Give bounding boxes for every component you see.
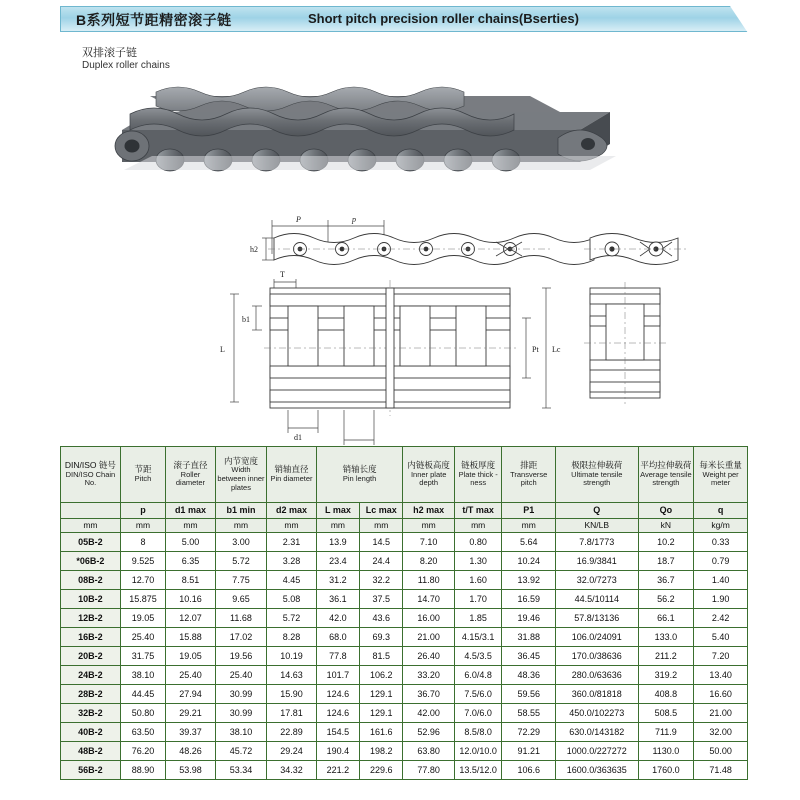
table-cell: 5.72 <box>267 609 317 628</box>
table-cell: 7.75 <box>215 571 267 590</box>
header-cell-average-tensile-strength <box>638 447 694 503</box>
table-cell: 77.8 <box>316 647 359 666</box>
symbol-inner-plate-depth: h2 max <box>403 503 455 519</box>
table-cell: 124.6 <box>316 704 359 723</box>
unit-ultimate-tensile: KN/LB <box>556 519 639 533</box>
table-cell: 106.2 <box>360 666 403 685</box>
symbol-transverse-pitch: P1 <box>502 503 556 519</box>
table-cell: 16.60 <box>694 685 748 704</box>
cell-chain-no: 20B-2 <box>61 647 121 666</box>
header-cell-inner-plate-depth <box>403 447 455 503</box>
header-cell-pin-diameter <box>267 447 317 503</box>
table-cell: 1.90 <box>694 590 748 609</box>
table-cell: 72.29 <box>502 723 556 742</box>
table-cell: 129.1 <box>360 685 403 704</box>
table-cell: 58.55 <box>502 704 556 723</box>
table-cell: 3.00 <box>215 533 267 552</box>
table-cell: 8.51 <box>166 571 216 590</box>
header-en: Ultimate tensile strength <box>571 469 623 488</box>
unit-pin-length-lc: mm <box>360 519 403 533</box>
symbol-pin-length-l: L max <box>316 503 359 519</box>
svg-text:L: L <box>220 345 225 354</box>
cell-chain-no: 56B-2 <box>61 761 121 780</box>
table-cell: 19.05 <box>166 647 216 666</box>
table-cell: 23.4 <box>316 552 359 571</box>
table-cell: 133.0 <box>638 628 694 647</box>
specification-table <box>60 446 748 780</box>
table-cell: 2.31 <box>267 533 317 552</box>
svg-text:Lc: Lc <box>552 345 561 354</box>
cell-chain-no: 24B-2 <box>61 666 121 685</box>
cell-chain-no: 48B-2 <box>61 742 121 761</box>
table-cell: 8 <box>120 533 165 552</box>
table-cell: 280.0/63636 <box>556 666 639 685</box>
table-cell: 711.9 <box>638 723 694 742</box>
table-cell: 129.1 <box>360 704 403 723</box>
header-cn: 排距 <box>520 459 538 470</box>
table-cell: 14.63 <box>267 666 317 685</box>
table-cell: 508.5 <box>638 704 694 723</box>
table-cell: 211.2 <box>638 647 694 666</box>
table-cell: 15.90 <box>267 685 317 704</box>
svg-text:T: T <box>280 270 285 279</box>
header-cn: 极限拉伸载荷 <box>571 459 623 470</box>
table-cell: 53.34 <box>215 761 267 780</box>
header-en: Pin length <box>342 474 377 484</box>
table-cell: 77.80 <box>403 761 455 780</box>
table-body <box>61 533 748 780</box>
header-cn: 滚子直径 <box>173 459 208 470</box>
table-cell: 13.5/12.0 <box>454 761 501 780</box>
table-cell: 13.92 <box>502 571 556 590</box>
table-cell: 32.2 <box>360 571 403 590</box>
table-row <box>61 533 748 552</box>
table-cell: 48.26 <box>166 742 216 761</box>
table-cell: 1760.0 <box>638 761 694 780</box>
table-cell: 16.00 <box>403 609 455 628</box>
svg-text:b1: b1 <box>242 315 250 324</box>
table-cell: 161.6 <box>360 723 403 742</box>
table-cell: 19.05 <box>120 609 165 628</box>
table-cell: 1130.0 <box>638 742 694 761</box>
symbol-average-tensile: Qo <box>638 503 694 519</box>
cell-chain-no: 16B-2 <box>61 628 121 647</box>
header-cn: 每米长重量 <box>699 459 742 470</box>
table-row <box>61 571 748 590</box>
table-cell: 19.46 <box>502 609 556 628</box>
table-cell: 4.45 <box>267 571 317 590</box>
header-en: Inner plate depth <box>410 469 447 488</box>
header-en: Width between inner plates <box>217 465 265 492</box>
table-header-row-symbols <box>61 503 748 519</box>
svg-text:P: P <box>296 215 301 224</box>
header-cn: 销轴长度 <box>342 464 377 475</box>
table-cell: 76.20 <box>120 742 165 761</box>
page-header <box>60 6 748 34</box>
symbol-weight: q <box>694 503 748 519</box>
table-row <box>61 590 748 609</box>
table-cell: 1000.0/227272 <box>556 742 639 761</box>
header-en: Average tensile strength <box>640 469 692 488</box>
table-cell: 52.96 <box>403 723 455 742</box>
table-cell: 106.6 <box>502 761 556 780</box>
table-cell: 50.00 <box>694 742 748 761</box>
unit-chain-no: mm <box>61 519 121 533</box>
header-cn: 链板厚度 <box>461 459 496 470</box>
table-cell: 26.40 <box>403 647 455 666</box>
table-cell: 31.75 <box>120 647 165 666</box>
unit-roller-diameter: mm <box>166 519 216 533</box>
unit-inner-plate-depth: mm <box>403 519 455 533</box>
header-cell-ultimate-tensile-strength <box>556 447 639 503</box>
table-cell: 154.5 <box>316 723 359 742</box>
table-cell: 21.00 <box>694 704 748 723</box>
header-cn: DIN/ISO 链号 <box>64 459 116 470</box>
table-cell: 21.00 <box>403 628 455 647</box>
table-cell: 5.40 <box>694 628 748 647</box>
symbol-inner-width: b1 min <box>215 503 267 519</box>
table-cell: 14.5 <box>360 533 403 552</box>
table-cell: 101.7 <box>316 666 359 685</box>
symbol-chain-no <box>61 503 121 519</box>
table-row <box>61 666 748 685</box>
table-cell: 15.88 <box>166 628 216 647</box>
unit-average-tensile: kN <box>638 519 694 533</box>
table-cell: 7.8/1773 <box>556 533 639 552</box>
illustration-area <box>60 78 750 442</box>
table-cell: 57.8/13136 <box>556 609 639 628</box>
table-cell: 5.08 <box>267 590 317 609</box>
unit-plate-thickness: mm <box>454 519 501 533</box>
table-cell: 81.5 <box>360 647 403 666</box>
svg-text:p: p <box>352 215 356 224</box>
table-cell: 12.70 <box>120 571 165 590</box>
table-cell: 1.60 <box>454 571 501 590</box>
table-cell: 29.21 <box>166 704 216 723</box>
cell-chain-no: 10B-2 <box>61 590 121 609</box>
header-cn: 节距 <box>134 464 152 475</box>
table-cell: 221.2 <box>316 761 359 780</box>
table-cell: 56.2 <box>638 590 694 609</box>
table-cell: 66.1 <box>638 609 694 628</box>
table-cell: 53.98 <box>166 761 216 780</box>
cell-chain-no: 28B-2 <box>61 685 121 704</box>
header-en: Roller diameter <box>175 469 206 488</box>
table-cell: 8.28 <box>267 628 317 647</box>
table-cell: 9.525 <box>120 552 165 571</box>
symbol-plate-thickness: t/T max <box>454 503 501 519</box>
table-cell: 170.0/38636 <box>556 647 639 666</box>
cell-chain-no: 32B-2 <box>61 704 121 723</box>
table-cell: 5.64 <box>502 533 556 552</box>
table-cell: 11.68 <box>215 609 267 628</box>
table-cell: 7.5/6.0 <box>454 685 501 704</box>
table-cell: 198.2 <box>360 742 403 761</box>
table-cell: 30.99 <box>215 704 267 723</box>
table-cell: 50.80 <box>120 704 165 723</box>
table-cell: 408.8 <box>638 685 694 704</box>
table-cell: 39.37 <box>166 723 216 742</box>
header-cell-plate-thickness <box>454 447 501 503</box>
caption-chinese: 双排滚子链 <box>82 47 137 59</box>
table-cell: 88.90 <box>120 761 165 780</box>
unit-pin-diameter: mm <box>267 519 317 533</box>
table-cell: 7.10 <box>403 533 455 552</box>
header-cell-width-between-inner-plates <box>215 447 267 503</box>
header-en: Weight per meter <box>702 469 739 488</box>
unit-pitch: mm <box>120 519 165 533</box>
table-cell: 1.70 <box>454 590 501 609</box>
page-title-english: Short pitch precision roller chains(Bserties) <box>308 11 579 26</box>
table-cell: 30.99 <box>215 685 267 704</box>
table-cell: 5.00 <box>166 533 216 552</box>
table-cell: 1.85 <box>454 609 501 628</box>
table-cell: 18.7 <box>638 552 694 571</box>
caption-english: Duplex roller chains <box>82 60 170 71</box>
header-en: Plate thick -ness <box>458 469 498 488</box>
table-cell: 63.50 <box>120 723 165 742</box>
unit-pin-length-l: mm <box>316 519 359 533</box>
table-cell: 106.0/24091 <box>556 628 639 647</box>
table-cell: 68.0 <box>316 628 359 647</box>
header-en: Pin diameter <box>270 474 313 484</box>
table-cell: 37.5 <box>360 590 403 609</box>
svg-text:d1: d1 <box>294 433 302 442</box>
table-cell: 5.72 <box>215 552 267 571</box>
table-cell: 36.7 <box>638 571 694 590</box>
table-cell: 29.24 <box>267 742 317 761</box>
table-cell: 1600.0/363635 <box>556 761 639 780</box>
table-cell: 13.40 <box>694 666 748 685</box>
table-cell: 0.33 <box>694 533 748 552</box>
table-cell: 34.32 <box>267 761 317 780</box>
table-cell: 7.20 <box>694 647 748 666</box>
technical-drawings <box>60 198 750 442</box>
table-cell: 59.56 <box>502 685 556 704</box>
symbol-pin-diameter: d2 max <box>267 503 317 519</box>
table-cell: 16.9/3841 <box>556 552 639 571</box>
svg-text:h2: h2 <box>250 245 258 254</box>
table-row <box>61 761 748 780</box>
table-cell: 11.80 <box>403 571 455 590</box>
table-cell: 10.2 <box>638 533 694 552</box>
table-cell: 19.56 <box>215 647 267 666</box>
cell-chain-no: 12B-2 <box>61 609 121 628</box>
header-en: Transverse pitch <box>510 469 548 488</box>
duplex-chain-photo <box>60 78 750 198</box>
table-cell: 36.70 <box>403 685 455 704</box>
table-cell: 1.40 <box>694 571 748 590</box>
cell-chain-no: 08B-2 <box>61 571 121 590</box>
table-row <box>61 552 748 571</box>
table-cell: 9.65 <box>215 590 267 609</box>
table-cell: 16.59 <box>502 590 556 609</box>
table-cell: 13.9 <box>316 533 359 552</box>
header-cell-chain-no <box>61 447 121 503</box>
table-cell: 10.24 <box>502 552 556 571</box>
symbol-pin-length-lc: Lc max <box>360 503 403 519</box>
table-cell: 91.21 <box>502 742 556 761</box>
table-cell: 36.1 <box>316 590 359 609</box>
table-cell: 24.4 <box>360 552 403 571</box>
cell-chain-no: 40B-2 <box>61 723 121 742</box>
header-cn: 销轴直径 <box>274 464 309 475</box>
table-cell: 450.0/102273 <box>556 704 639 723</box>
symbol-roller-diameter: d1 max <box>166 503 216 519</box>
table-cell: 45.72 <box>215 742 267 761</box>
cell-chain-no: 05B-2 <box>61 533 121 552</box>
table-cell: 2.42 <box>694 609 748 628</box>
table-cell: 4.5/3.5 <box>454 647 501 666</box>
table-cell: 7.0/6.0 <box>454 704 501 723</box>
table-header-row-units <box>61 519 748 533</box>
table-cell: 25.40 <box>166 666 216 685</box>
table-cell: 15.875 <box>120 590 165 609</box>
table-cell: 25.40 <box>215 666 267 685</box>
table-row <box>61 685 748 704</box>
table-cell: 124.6 <box>316 685 359 704</box>
table-cell: 17.02 <box>215 628 267 647</box>
table-cell: 32.0/7273 <box>556 571 639 590</box>
unit-weight: kg/m <box>694 519 748 533</box>
table-cell: 33.20 <box>403 666 455 685</box>
table-cell: 32.00 <box>694 723 748 742</box>
table-cell: 31.2 <box>316 571 359 590</box>
header-en: Pitch <box>134 474 152 484</box>
table-row <box>61 704 748 723</box>
table-cell: 42.0 <box>316 609 359 628</box>
table-cell: 44.45 <box>120 685 165 704</box>
table-cell: 8.20 <box>403 552 455 571</box>
table-cell: 0.80 <box>454 533 501 552</box>
header-cn: 平均拉伸载荷 <box>640 459 692 470</box>
table-cell: 0.79 <box>694 552 748 571</box>
table-cell: 319.2 <box>638 666 694 685</box>
table-cell: 12.0/10.0 <box>454 742 501 761</box>
header-cn: 内节宽度 <box>223 455 258 466</box>
unit-transverse-pitch: mm <box>502 519 556 533</box>
table-cell: 25.40 <box>120 628 165 647</box>
table-cell: 27.94 <box>166 685 216 704</box>
svg-text:Pt: Pt <box>532 345 539 354</box>
table-row <box>61 647 748 666</box>
table-cell: 69.3 <box>360 628 403 647</box>
symbol-ultimate-tensile: Q <box>556 503 639 519</box>
table-cell: 360.0/81818 <box>556 685 639 704</box>
table-row <box>61 628 748 647</box>
table-cell: 630.0/143182 <box>556 723 639 742</box>
table-cell: 10.16 <box>166 590 216 609</box>
table-cell: 17.81 <box>267 704 317 723</box>
table-cell: 71.48 <box>694 761 748 780</box>
table-cell: 31.88 <box>502 628 556 647</box>
table-cell: 42.00 <box>403 704 455 723</box>
table-cell: 229.6 <box>360 761 403 780</box>
table-cell: 4.15/3.1 <box>454 628 501 647</box>
table-cell: 48.36 <box>502 666 556 685</box>
table-cell: 36.45 <box>502 647 556 666</box>
table-cell: 190.4 <box>316 742 359 761</box>
table-cell: 12.07 <box>166 609 216 628</box>
header-cell-roller-diameter <box>166 447 216 503</box>
table-cell: 43.6 <box>360 609 403 628</box>
header-cell-pin-length <box>316 447 403 503</box>
table-cell: 1.30 <box>454 552 501 571</box>
table-cell: 63.80 <box>403 742 455 761</box>
table-cell: 44.5/10114 <box>556 590 639 609</box>
table-cell: 38.10 <box>120 666 165 685</box>
header-cell-transverse-pitch <box>502 447 556 503</box>
table-cell: 10.19 <box>267 647 317 666</box>
table-cell: 6.0/4.8 <box>454 666 501 685</box>
table-row <box>61 609 748 628</box>
table-cell: 6.35 <box>166 552 216 571</box>
table-header-row-names <box>61 447 748 503</box>
page-title: B系列短节距精密滚子链 <box>76 12 232 28</box>
cell-chain-no: *06B-2 <box>61 552 121 571</box>
table-cell: 14.70 <box>403 590 455 609</box>
table-cell: 22.89 <box>267 723 317 742</box>
symbol-pitch: p <box>120 503 165 519</box>
table-row <box>61 723 748 742</box>
table-cell: 3.28 <box>267 552 317 571</box>
header-cell-weight-per-meter <box>694 447 748 503</box>
header-en: DIN/ISO Chain No. <box>65 469 116 488</box>
unit-inner-width: mm <box>215 519 267 533</box>
header-cn: 内链板高度 <box>407 459 450 470</box>
table-row <box>61 742 748 761</box>
header-cell-pitch <box>120 447 165 503</box>
table-cell: 38.10 <box>215 723 267 742</box>
table-cell: 8.5/8.0 <box>454 723 501 742</box>
